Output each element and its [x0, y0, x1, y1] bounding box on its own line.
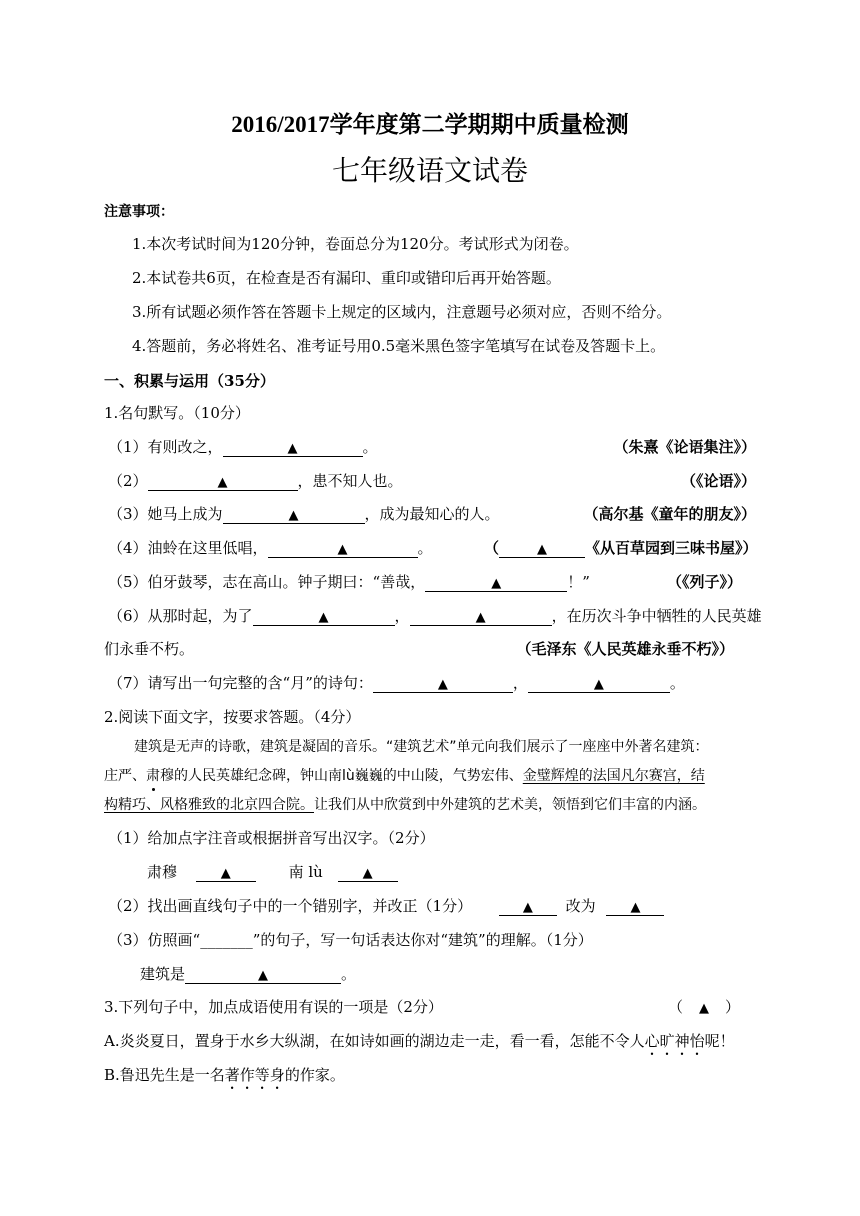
q1-p6-mark-1: ▲: [318, 610, 329, 625]
q1-p6-mid: ，: [394, 607, 410, 625]
notice-heading: 注意事项：: [104, 204, 174, 220]
q1-p1-pre: （1）有则改之，: [108, 438, 223, 456]
q1-p7-mark-1: ▲: [437, 677, 448, 692]
q1-p2-source: （《论语》）: [680, 472, 756, 490]
q3-a-idiom: 心旷神怡: [644, 1032, 705, 1050]
q1-p1-source: （朱熹《论语集注》）: [613, 438, 756, 456]
q2-s2-mark-2: ▲: [630, 900, 641, 915]
q2-s2-text: （2）找出画直线句子中的一个错别字，并改正（1分）: [108, 897, 473, 915]
q2-s2-blank-1[interactable]: [499, 898, 557, 916]
q1-p6-pre: （6）从那时起，为了: [108, 607, 253, 625]
q1-p3-pre: （3）她马上成为: [108, 505, 223, 523]
q3-answer-slot[interactable]: [668, 997, 740, 1019]
q1-p3-source: （高尔基《童年的朋友》）: [583, 505, 756, 523]
q2-s1-b-label: 南 lù: [288, 863, 323, 881]
q2-dotted-su: 肃: [146, 768, 160, 784]
q1-p2-blank[interactable]: [148, 473, 298, 491]
q1-p4-mark: ▲: [337, 542, 348, 557]
q2-underlined-1: 金璧辉煌的法国凡尔赛宫，结: [522, 768, 705, 784]
q1-p2-pre: （2）: [108, 472, 148, 490]
q2-s2-mark-1: ▲: [522, 900, 533, 915]
q1-p1-mark: ▲: [287, 441, 298, 456]
q1-p3-mark: ▲: [288, 508, 299, 523]
q1-p2-mark: ▲: [217, 475, 228, 490]
q3-option-a[interactable]: [104, 1031, 735, 1059]
q2-passage-2b: 的人民英雄纪念碑，钟山南lù巍巍的中山陵，气势宏伟、: [174, 768, 523, 784]
q1-p7-blank-1[interactable]: [373, 675, 513, 693]
q1-p5-post: ！”: [567, 573, 590, 591]
exam-title: 2016/2017学年度第二学期期中质量检测: [231, 112, 629, 137]
q1-p4-pre: （4）油蛉在这里低唱，: [108, 539, 268, 557]
notice-item-2: 2.本试卷共6页，在检查是否有漏印、重印或错印后再开始答题。: [132, 269, 561, 287]
q3-b-idiom: 著作等身: [224, 1066, 285, 1084]
q3-option-b[interactable]: [104, 1065, 345, 1093]
q2-passage-2-mu: 穆: [160, 768, 174, 784]
q1-p4-source: [484, 538, 758, 558]
q1-p6-blank-1[interactable]: [253, 608, 395, 626]
q1-p7-pre: （7）请写出一句完整的含“月”的诗句：: [108, 674, 373, 692]
q2-stem: 2.阅读下面文字，按要求答题。（4分）: [104, 708, 361, 726]
exam-subtitle: 七年级语文试卷: [331, 154, 528, 187]
q1-p5-blank[interactable]: [425, 574, 567, 592]
q3-stem: 3.下列句子中，加点成语使用有误的一项是（2分）: [104, 998, 443, 1016]
q2-sub-1-answers: [147, 862, 398, 882]
q3-answer-mark: ▲: [699, 1001, 710, 1016]
q2-passage-line-1: 建筑是无声的诗歌，建筑是凝固的音乐。“建筑艺术”单元向我们展示了一座座中外著名建筑：: [134, 739, 709, 755]
q2-sub-3: （3）仿照画“_______”的句子，写一句话表达你对“建筑”的理解。（1分）: [108, 931, 593, 949]
q1-part-5: [108, 572, 590, 592]
q3-b-post: 的作家。: [284, 1066, 345, 1084]
q1-part-2: [108, 471, 403, 491]
q1-p1-blank[interactable]: [223, 439, 363, 457]
q2-underlined-2: 构精巧、风格雅致的北京四合院。: [104, 797, 314, 813]
q1-p5-pre: （5）伯牙鼓琴，志在高山。钟子期曰：“善哉，: [108, 573, 426, 591]
section-1-heading: 一、积累与运用（35分）: [104, 372, 275, 390]
q1-p2-post: ，患不知人也。: [297, 472, 403, 490]
q1-p4-source-mark: ▲: [537, 542, 548, 557]
q1-p6-cont: 们永垂不朽。: [104, 640, 195, 658]
q3-answer-close: ）: [725, 998, 741, 1016]
q2-s3-pre: 建筑是: [140, 965, 186, 983]
q1-p5-mark: ▲: [491, 576, 502, 591]
q1-p6-mark-2: ▲: [475, 610, 486, 625]
notice-item-4: 4.答题前，务必将姓名、准考证号用0.5毫米黑色签字笔填写在试卷及答题卡上。: [132, 337, 666, 355]
q2-s1-a-label: 肃穆: [147, 863, 178, 881]
q3-a-post: 呢！: [704, 1032, 735, 1050]
q1-p7-post: 。: [669, 674, 685, 692]
q1-part-6: [108, 606, 762, 626]
q1-part-1: [108, 437, 378, 457]
q1-stem: 1.名句默写。（10分）: [104, 404, 250, 422]
q2-passage-2a: 庄严、: [104, 768, 146, 784]
q1-p7-mid: ，: [512, 674, 528, 692]
q2-s1-b-mark: ▲: [362, 866, 373, 881]
q2-s2-mid: 改为: [565, 897, 596, 915]
q2-s3-post: 。: [341, 965, 357, 983]
q1-p1-post: 。: [362, 438, 378, 456]
q1-p3-blank[interactable]: [223, 506, 365, 524]
q2-sub-1: （1）给加点字注音或根据拼音写出汉字。（2分）: [108, 829, 435, 847]
q1-p7-mark-2: ▲: [593, 677, 604, 692]
notice-item-1: 1.本次考试时间为120分钟，卷面总分为120分。考试形式为闭卷。: [132, 235, 579, 253]
q1-p4-blank[interactable]: [268, 540, 418, 558]
q1-p4-source-close: 《从百草园到三味书屋》）: [585, 539, 758, 557]
q1-p7-blank-2[interactable]: [528, 675, 670, 693]
q2-passage-line-2: [104, 766, 705, 786]
q2-s3-mark: ▲: [258, 968, 269, 983]
q2-sub-2: [108, 896, 664, 916]
q2-s1-b-blank[interactable]: [338, 864, 398, 882]
q2-sub-3-answer: [140, 964, 356, 984]
q2-s1-a-mark: ▲: [220, 866, 231, 881]
q1-part-7: [108, 673, 685, 693]
q2-s1-a-blank[interactable]: [196, 864, 256, 882]
q1-p6-source: （毛泽东《人民英雄永垂不朽》）: [516, 640, 734, 658]
q1-p5-source: （《列子》）: [666, 573, 742, 591]
q2-s3-blank[interactable]: [185, 966, 341, 984]
q1-p6-post: ，在历次斗争中牺牲的人民英雄: [551, 607, 762, 625]
notice-item-3: 3.所有试题必须作答在答题卡上规定的区域内，注意题号必须对应，否则不给分。: [132, 303, 672, 321]
q1-part-4: [108, 538, 433, 558]
q3-a-pre: A.炎炎夏日，置身于水乡大纵湖，在如诗如画的湖边走一走，看一看，怎能不令人: [104, 1032, 645, 1050]
q2-s2-blank-2[interactable]: [606, 898, 664, 916]
q1-part-3: [108, 504, 500, 524]
q1-p4-source-blank[interactable]: [499, 540, 585, 558]
q3-b-pre: B.鲁迅先生是一名: [104, 1066, 225, 1084]
q1-p4-source-open: （: [484, 539, 500, 557]
q1-p4-post: 。: [417, 539, 433, 557]
q1-p6-blank-2[interactable]: [410, 608, 552, 626]
q3-answer-open: （: [668, 998, 684, 1016]
q2-passage-3b: 让我们从中欣赏到中外建筑的艺术美，领悟到它们丰富的内涵。: [314, 797, 706, 813]
q2-passage-line-3: [104, 795, 706, 815]
q1-p3-post: ，成为最知心的人。: [364, 505, 500, 523]
